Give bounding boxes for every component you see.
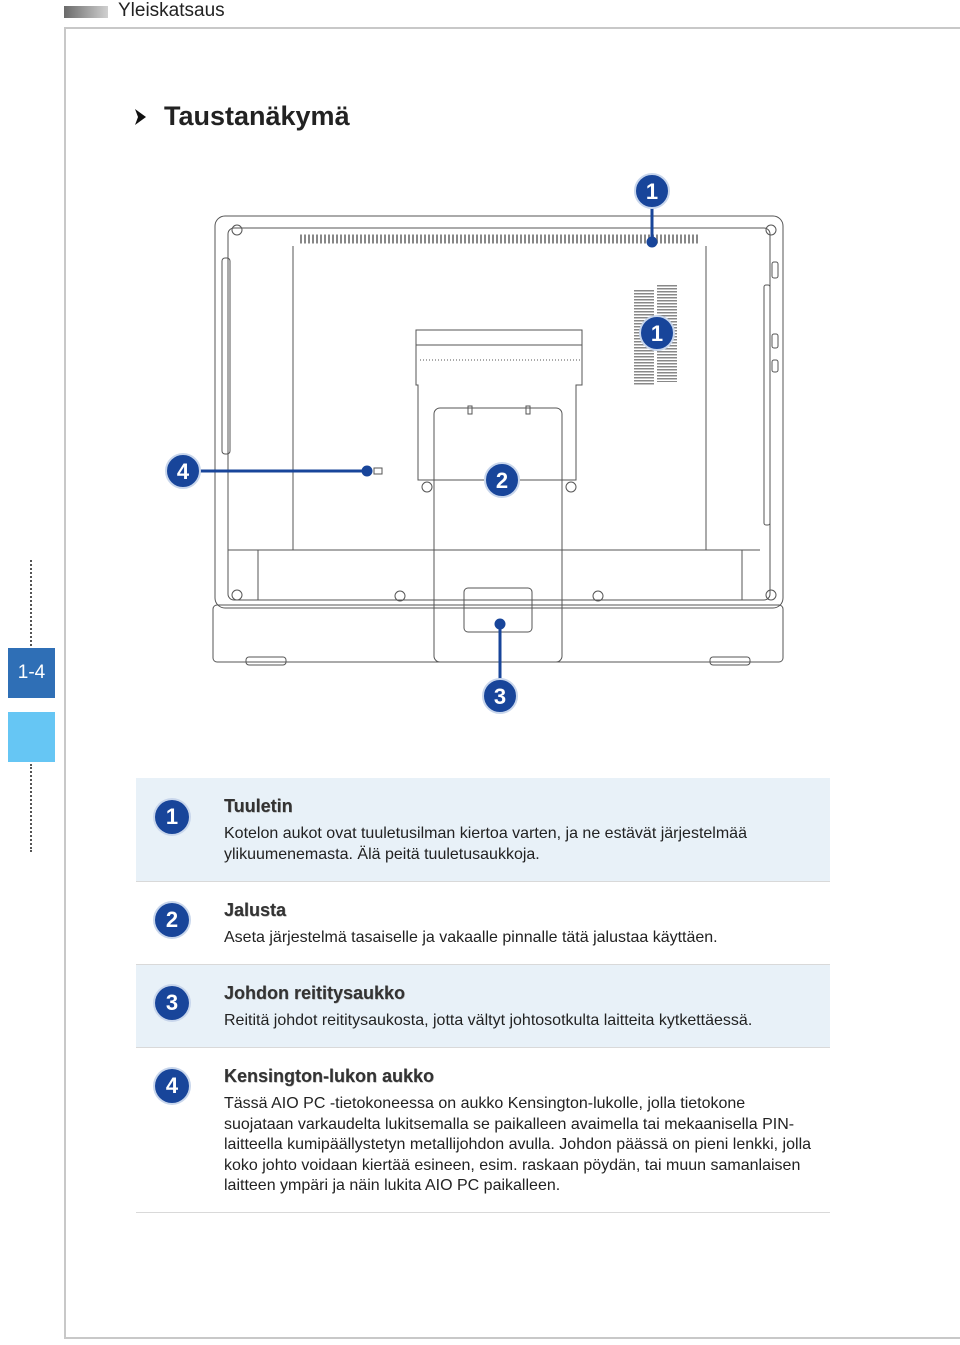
- leader-lines: [197, 205, 656, 680]
- item-description: Reititä johdot reititysaukosta, jotta vältyt johtosotkulta laitteita kytkettäessä.: [224, 1012, 753, 1029]
- item-title: Kensington-lukon aukko: [224, 1066, 435, 1086]
- stand-outline: [374, 330, 582, 662]
- item-description: Kotelon aukot ovat tuuletusilman kiertoa varten, ja ne estävät järjestelmää ylikuumenemasta. Älä peitä tuuletusaukkoja.: [224, 825, 747, 863]
- list-item: [136, 1048, 830, 1213]
- monitor-outline: [213, 216, 783, 665]
- item-title: Tuuletin: [224, 796, 293, 816]
- callout-badges: [166, 174, 674, 713]
- list-item: [136, 882, 830, 965]
- item-description: Aseta järjestelmä tasaiselle ja vakaalle pinnalle tätä jalustaa käyttäen.: [224, 929, 718, 946]
- item-description: Tässä AIO PC -tietokoneessa on aukko Kensington-lukolle, jolla tietokone suojataan varkaudelta lukitsemalla se paikalleen avaimella tai mekaanisella PIN-laitteella kumipäällystetyn metallijohdon avulla. Johdon päässä on pieni lenkki, jolla koko johto voidaan kiertää esineen, esim. raskaan pöydän, tai muun samanlaisen laitteen ympäri ja näin lukita AIO PC paikalleen.: [224, 1095, 812, 1195]
- item-number-badge: 3: [155, 986, 189, 1020]
- list-item: [136, 965, 830, 1048]
- callout-badge: [485, 463, 519, 497]
- section-title: Taustanäkymä: [164, 101, 350, 131]
- callout-badge: [483, 679, 517, 713]
- page-number: 1-4: [17, 662, 46, 683]
- callout-badge: [635, 174, 669, 208]
- item-number-badge: 1: [155, 800, 189, 834]
- list-item: [136, 778, 830, 882]
- header-title: Yleiskatsaus: [118, 0, 225, 21]
- callout-label: 1: [650, 321, 664, 346]
- item-title: Jalusta: [224, 900, 287, 920]
- callout-badge: [640, 316, 674, 350]
- item-number-badge: 4: [155, 1069, 189, 1103]
- callout-badge: [166, 454, 200, 488]
- item-number-badge: 2: [155, 903, 189, 937]
- component-list: [136, 778, 830, 1213]
- callout-label: 1: [645, 179, 659, 204]
- item-title: Johdon reititysaukko: [224, 983, 406, 1003]
- callout-label: 3: [493, 684, 507, 709]
- callout-label: 2: [495, 468, 509, 493]
- screw-holes: [232, 225, 776, 601]
- callout-label: 4: [176, 459, 190, 484]
